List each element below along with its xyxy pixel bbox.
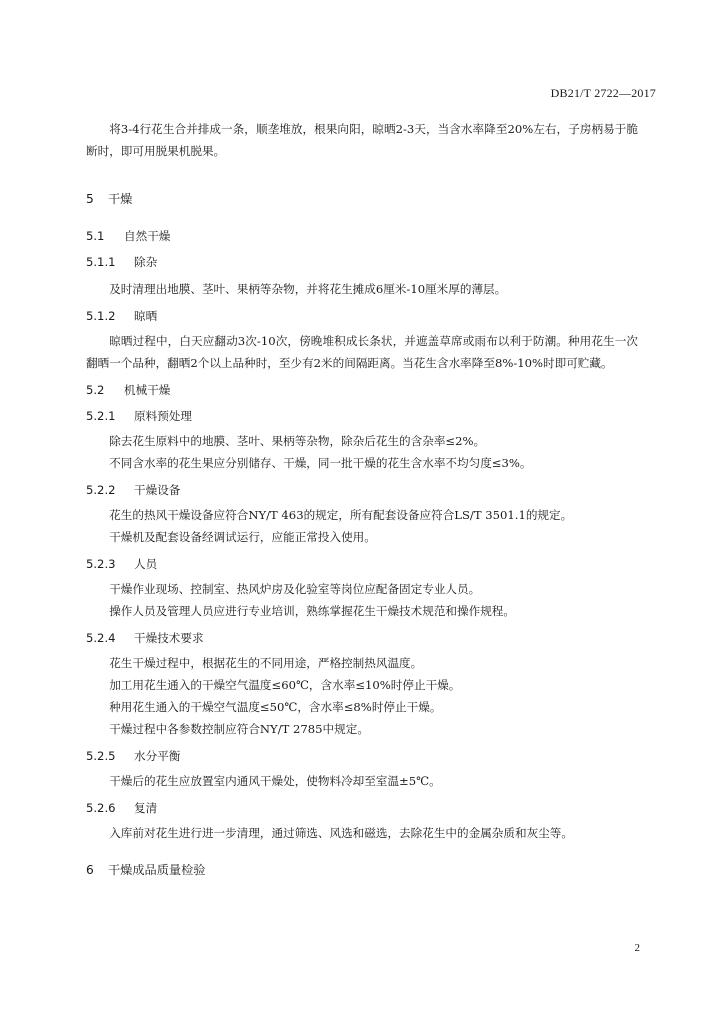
section-title: 除杂 <box>134 255 158 269</box>
standard-code: DB21/T 2722—2017 <box>550 86 656 100</box>
paragraph: 干燥后的花生应放置室内通风干燥处，使物料冷却至室温±5℃。 <box>109 774 441 788</box>
section-number: 5.2.3 <box>86 557 116 571</box>
paragraph: 种用花生通入的干燥空气温度≤50℃，含水率≤8%时停止干燥。 <box>109 700 442 714</box>
section-heading <box>86 189 638 209</box>
section-number: 5.1.1 <box>86 255 116 269</box>
document-body <box>86 118 638 880</box>
section-heading <box>86 798 638 818</box>
section-number: 5.2 <box>86 383 105 397</box>
section-heading <box>86 306 638 326</box>
paragraph: 及时清理出地膜、茎叶、果柄等杂物，并将花生摊成6厘米-10厘米厚的薄层。 <box>109 282 507 296</box>
section-title: 干燥 <box>108 192 133 206</box>
section-number: 5.2.5 <box>86 749 116 763</box>
section-heading <box>86 380 638 400</box>
paragraph: 入库前对花生进行进一步清理，通过筛选、风选和磁选，去除花生中的金属杂质和灰尘等。 <box>109 826 573 840</box>
section-heading <box>86 554 638 574</box>
section-title: 干燥技术要求 <box>134 631 204 645</box>
section-title: 复清 <box>134 801 158 815</box>
paragraph: 除去花生原料中的地膜、茎叶、果柄等杂物，除杂后花生的含杂率≤2%。 <box>109 434 486 448</box>
section-number: 5.2.6 <box>86 801 116 815</box>
paragraph: 干燥机及配套设备经调试运行，应能正常投入使用。 <box>109 530 376 544</box>
paragraph: 操作人员及管理人员应进行专业培训，熟练掌握花生干燥技术规范和操作规程。 <box>109 604 515 618</box>
section-heading <box>86 480 638 500</box>
section-title: 干燥成品质量检验 <box>108 863 206 877</box>
page-number: 2 <box>634 942 640 954</box>
paragraph: 花生干燥过程中，根据花生的不同用途，严格控制热风温度。 <box>109 656 423 670</box>
paragraph: 干燥过程中各参数控制应符合NY/T 2785中规定。 <box>109 722 369 736</box>
section-heading <box>86 860 638 880</box>
section-number: 5.2.2 <box>86 483 116 497</box>
paragraph: 花生的热风干燥设备应符合NY/T 463的规定，所有配套设备应符合LS/T 3501.1的规定。 <box>109 508 573 522</box>
section-title: 水分平衡 <box>134 749 181 763</box>
section-number: 5.2.1 <box>86 409 116 423</box>
section-heading <box>86 628 638 648</box>
section-title: 人员 <box>134 557 158 571</box>
section-title: 原料预处理 <box>134 409 192 423</box>
section-title: 机械干燥 <box>124 383 171 397</box>
section-heading <box>86 252 638 272</box>
section-heading <box>86 406 638 426</box>
paragraph: 加工用花生通入的干燥空气温度≤60℃，含水率≤10%时停止干燥。 <box>109 678 461 692</box>
section-title: 干燥设备 <box>134 483 181 497</box>
section-title: 晾晒 <box>134 309 158 323</box>
section-number: 5 <box>86 192 94 206</box>
section-number: 6 <box>86 863 94 877</box>
section-heading <box>86 746 638 766</box>
section-number: 5.1 <box>86 229 105 243</box>
section-heading <box>86 226 638 246</box>
section-title: 自然干燥 <box>124 229 171 243</box>
paragraph: 干燥作业现场、控制室、热风炉房及化验室等岗位应配备固定专业人员。 <box>109 582 481 596</box>
intro-paragraph: 将3-4行花生合并排成一条，顺垄堆放，根果向阳，晾晒2-3天，当含水率降至20%左右，子房柄易于脆断时，即可用脱果机脱果。 <box>86 122 638 158</box>
paragraph: 晾晒过程中，白天应翻动3次-10次，傍晚堆积成长条状，并遮盖草席或雨布以利于防潮。种用花生一次翻晒一个品种，翻晒2个以上品种时，至少有2米的间隔距离。当花生含水率降至8%-10%时即可贮藏。 <box>86 334 638 370</box>
section-number: 5.1.2 <box>86 309 116 323</box>
paragraph: 不同含水率的花生果应分别储存、干燥，同一批干燥的花生含水率不均匀度≤3%。 <box>109 456 532 470</box>
section-number: 5.2.4 <box>86 631 116 645</box>
